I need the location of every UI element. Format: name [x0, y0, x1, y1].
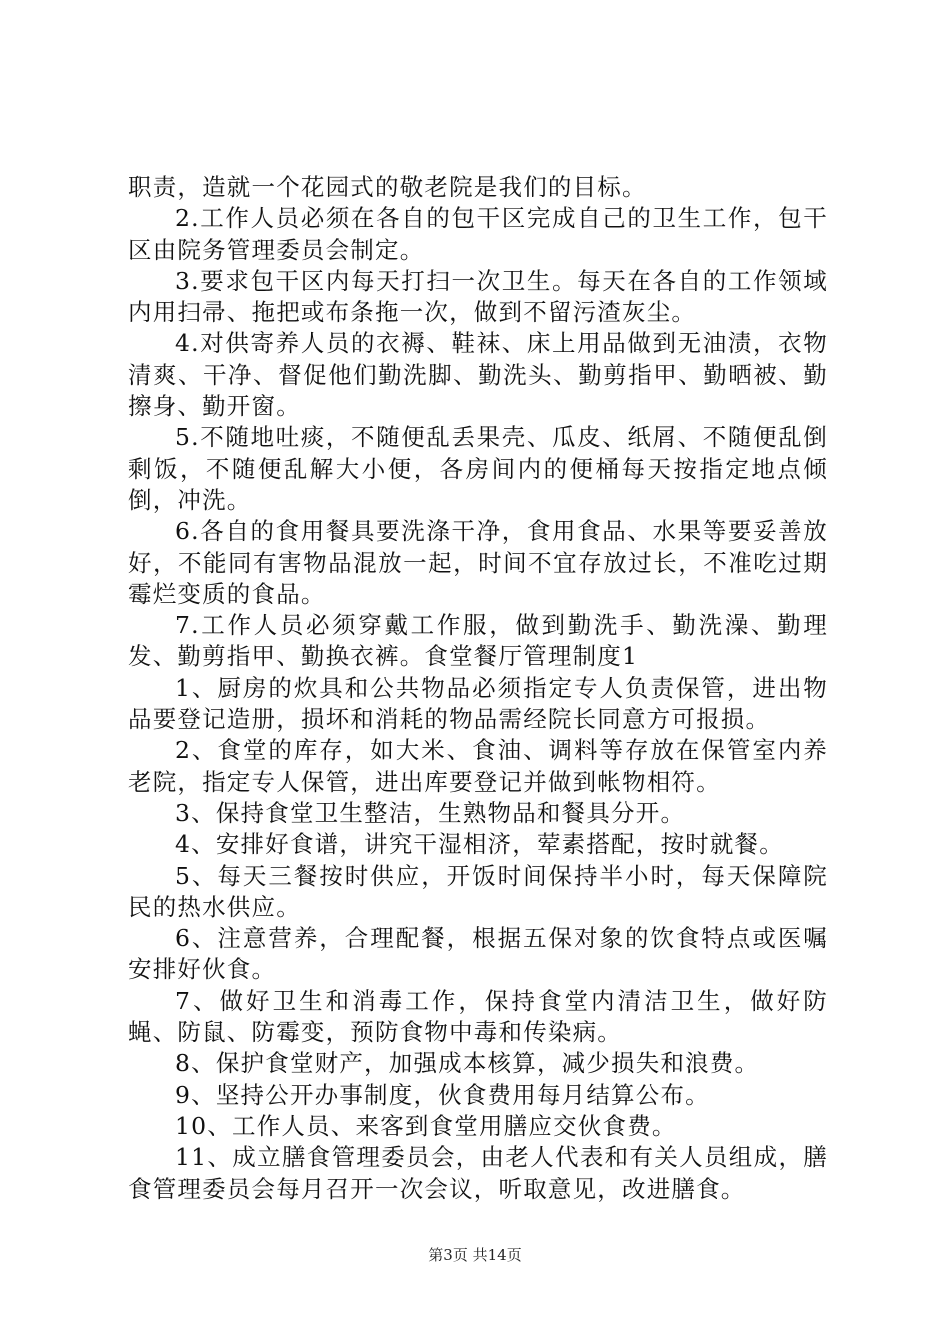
paragraph: 1、厨房的炊具和公共物品必须指定专人负责保管，进出物品要登记造册，损坏和消耗的物品需经院长同意方可报损。 — [128, 673, 828, 734]
paragraph: 2.工作人员必须在各自的包干区完成自己的卫生工作，包干区由院务管理委员会制定。 — [128, 204, 828, 264]
page-footer: 第3页 共14页 — [428, 1246, 522, 1264]
paragraph: 3、保持食堂卫生整洁，生熟物品和餐具分开。 — [175, 798, 686, 827]
paragraph: 6、注意营养，合理配餐，根据五保对象的饮食特点或医嘱安排好伙食。 — [128, 924, 828, 984]
paragraph: 8、保护食堂财产，加强成本核算，减少损失和浪费。 — [175, 1049, 760, 1078]
paragraph: 11、成立膳食管理委员会，由老人代表和有关人员组成，膳食管理委员会每月召开一次会议，听取意见，改进膳食。 — [128, 1143, 828, 1203]
paragraph: 6.各自的食用餐具要洗涤干净，食用食品、水果等要妥善放好，不能同有害物品混放一起，时间不宜存放过长，不准吃过期霉烂变质的食品。 — [128, 517, 828, 608]
paragraph: 4、安排好食谱，讲究干湿相济，荤素搭配，按时就餐。 — [175, 830, 784, 859]
paragraph: 2、食堂的库存，如大米、食油、调料等存放在保管室内养老院，指定专人保管，进出库要登记并做到帐物相符。 — [128, 736, 828, 796]
paragraph: 3.要求包干区内每天打扫一次卫生。每天在各自的工作领域内用扫帚、拖把或布条拖一次，做到不留污渣灰尘。 — [128, 266, 828, 327]
paragraph: 4.对供寄养人员的衣褥、鞋袜、床上用品做到无油渍，衣物清爽、干净、督促他们勤洗脚、勤洗头、勤剪指甲、勤晒被、勤擦身、勤开窗。 — [128, 329, 828, 421]
paragraph: 9、坚持公开办事制度，伙食费用每月结算公布。 — [175, 1080, 710, 1109]
document-body — [128, 172, 828, 1205]
paragraph: 5、每天三餐按时供应，开饭时间保持半小时，每天保障院民的热水供应。 — [128, 861, 828, 921]
paragraph: 7、做好卫生和消毒工作，保持食堂内清洁卫生，做好防蝇、防鼠、防霉变，预防食物中毒和传染病。 — [128, 986, 828, 1047]
paragraph: 5.不随地吐痰，不随便乱丢果壳、瓜皮、纸屑、不随便乱倒剩饭，不随便乱解大小便，各房间内的便桶每天按指定地点倾倒，冲洗。 — [128, 423, 828, 514]
paragraph: 10、工作人员、来客到食堂用膳应交伙食费。 — [175, 1111, 677, 1140]
paragraph: 7.工作人员必须穿戴工作服，做到勤洗手、勤洗澡、勤理发、勤剪指甲、勤换衣裤。食堂餐厅管理制度1 — [128, 611, 828, 671]
paragraph: 职责，造就一个花园式的敬老院是我们的目标。 — [128, 173, 647, 201]
